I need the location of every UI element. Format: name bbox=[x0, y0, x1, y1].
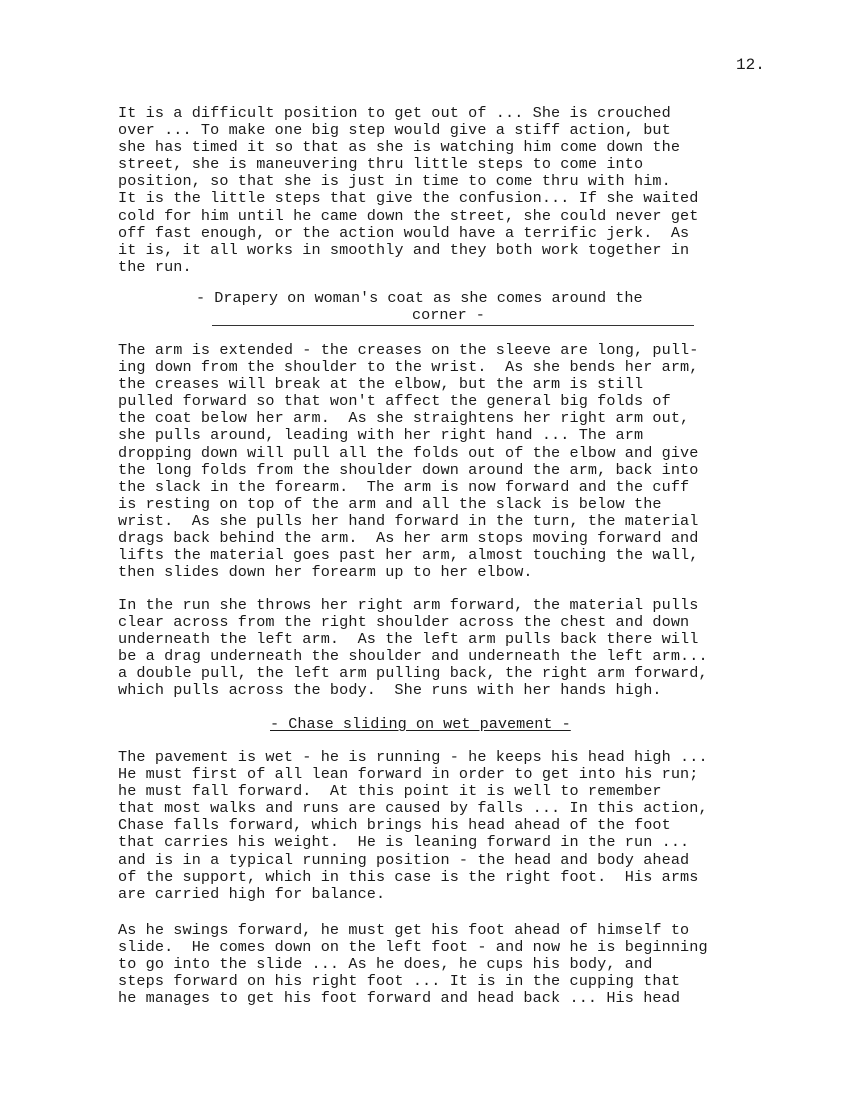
text-line: steps forward on his right foot ... It is in the cupping that bbox=[118, 972, 681, 991]
text-line: It is the little steps that give the confusion... If she waited bbox=[118, 189, 699, 208]
text-line: It is a difficult position to get out of ... She is crouched bbox=[118, 104, 671, 122]
text-line: she pulls around, leading with her right hand ... The arm bbox=[118, 426, 644, 445]
text-line: drags back behind the arm. As her arm stops moving forward and bbox=[118, 529, 699, 548]
text-line: underneath the left arm. As the left arm pulls back there will bbox=[118, 630, 699, 649]
text-line: ing down from the shoulder to the wrist. As she bends her arm, bbox=[118, 358, 699, 377]
text-line: that most walks and runs are caused by falls ... In this action, bbox=[118, 799, 708, 818]
text-line: street, she is maneuvering thru little steps to come into bbox=[118, 155, 644, 174]
text-line: is resting on top of the arm and all the slack is below the bbox=[118, 494, 662, 513]
text-line: dropping down will pull all the folds out of the elbow and give bbox=[118, 443, 699, 462]
drapery-heading-line2: corner - bbox=[412, 306, 485, 324]
text-line: to go into the slide ... As he does, he cups his body, and bbox=[118, 955, 653, 974]
text-line: The arm is extended - the creases on the sleeve are long, pull- bbox=[118, 341, 699, 359]
paragraph-5 bbox=[118, 922, 778, 1007]
text-line: The pavement is wet - he is running - he keeps his head high ... bbox=[118, 748, 708, 766]
text-line: be a drag underneath the shoulder and underneath the left arm... bbox=[118, 647, 708, 666]
text-line: He must first of all lean forward in order to get into his run; bbox=[118, 765, 699, 784]
text-line: the creases will break at the elbow, but the arm is still bbox=[118, 375, 644, 394]
text-line: clear across from the right shoulder across the chest and down bbox=[118, 613, 690, 632]
text-line: are carried high for balance. bbox=[118, 884, 386, 903]
text-line: the long folds from the shoulder down around the arm, back into bbox=[118, 460, 699, 479]
text-line: that carries his weight. He is leaning forward in the run ... bbox=[118, 833, 690, 852]
text-line: it is, it all works in smoothly and they both work together in bbox=[118, 240, 690, 259]
text-line: position, so that she is just in time to come thru with him. bbox=[118, 172, 671, 191]
text-line: she has timed it so that as she is watching him come down the bbox=[118, 138, 681, 157]
text-line: off fast enough, or the action would have a terrific jerk. As bbox=[118, 223, 690, 242]
text-line: the coat below her arm. As she straightens her right arm out, bbox=[118, 409, 690, 428]
paragraph-2 bbox=[118, 342, 778, 581]
drapery-heading-line1: - Drapery on woman's coat as she comes around the bbox=[196, 289, 643, 307]
text-line: slide. He comes down on the left foot - and now he is beginning bbox=[118, 938, 708, 957]
text-line: As he swings forward, he must get his foot ahead of himself to bbox=[118, 921, 690, 939]
paragraph-3 bbox=[118, 597, 778, 700]
text-line: the slack in the forearm. The arm is now forward and the cuff bbox=[118, 477, 690, 496]
text-line: of the support, which in this case is the right foot. His arms bbox=[118, 867, 699, 886]
paragraph-1 bbox=[118, 105, 778, 276]
text-line: pulled forward so that won't affect the general big folds of bbox=[118, 392, 671, 411]
page-number: 12. bbox=[736, 56, 765, 74]
text-line: wrist. As she pulls her hand forward in the turn, the material bbox=[118, 511, 699, 530]
text-line: Chase falls forward, which brings his head ahead of the foot bbox=[118, 816, 671, 835]
text-line: which pulls across the body. She runs with her hands high. bbox=[118, 681, 662, 700]
text-line: he must fall forward. At this point it is well to remember bbox=[118, 782, 662, 801]
chase-heading: - Chase sliding on wet pavement - bbox=[270, 715, 571, 733]
text-line: a double pull, the left arm pulling back, the right arm forward, bbox=[118, 664, 708, 683]
text-line: the run. bbox=[118, 257, 192, 276]
text-line: In the run she throws her right arm forward, the material pulls bbox=[118, 596, 699, 614]
text-line: he manages to get his foot forward and head back ... His head bbox=[118, 989, 681, 1008]
text-line: over ... To make one big step would give a stiff action, but bbox=[118, 121, 671, 140]
text-line: and is in a typical running position - the head and body ahead bbox=[118, 850, 690, 869]
text-line: then slides down her forearm up to her elbow. bbox=[118, 563, 533, 582]
heading-underline bbox=[212, 325, 694, 326]
text-line: cold for him until he came down the street, she could never get bbox=[118, 206, 699, 225]
paragraph-4 bbox=[118, 749, 778, 903]
text-line: lifts the material goes past her arm, almost touching the wall, bbox=[118, 546, 699, 565]
